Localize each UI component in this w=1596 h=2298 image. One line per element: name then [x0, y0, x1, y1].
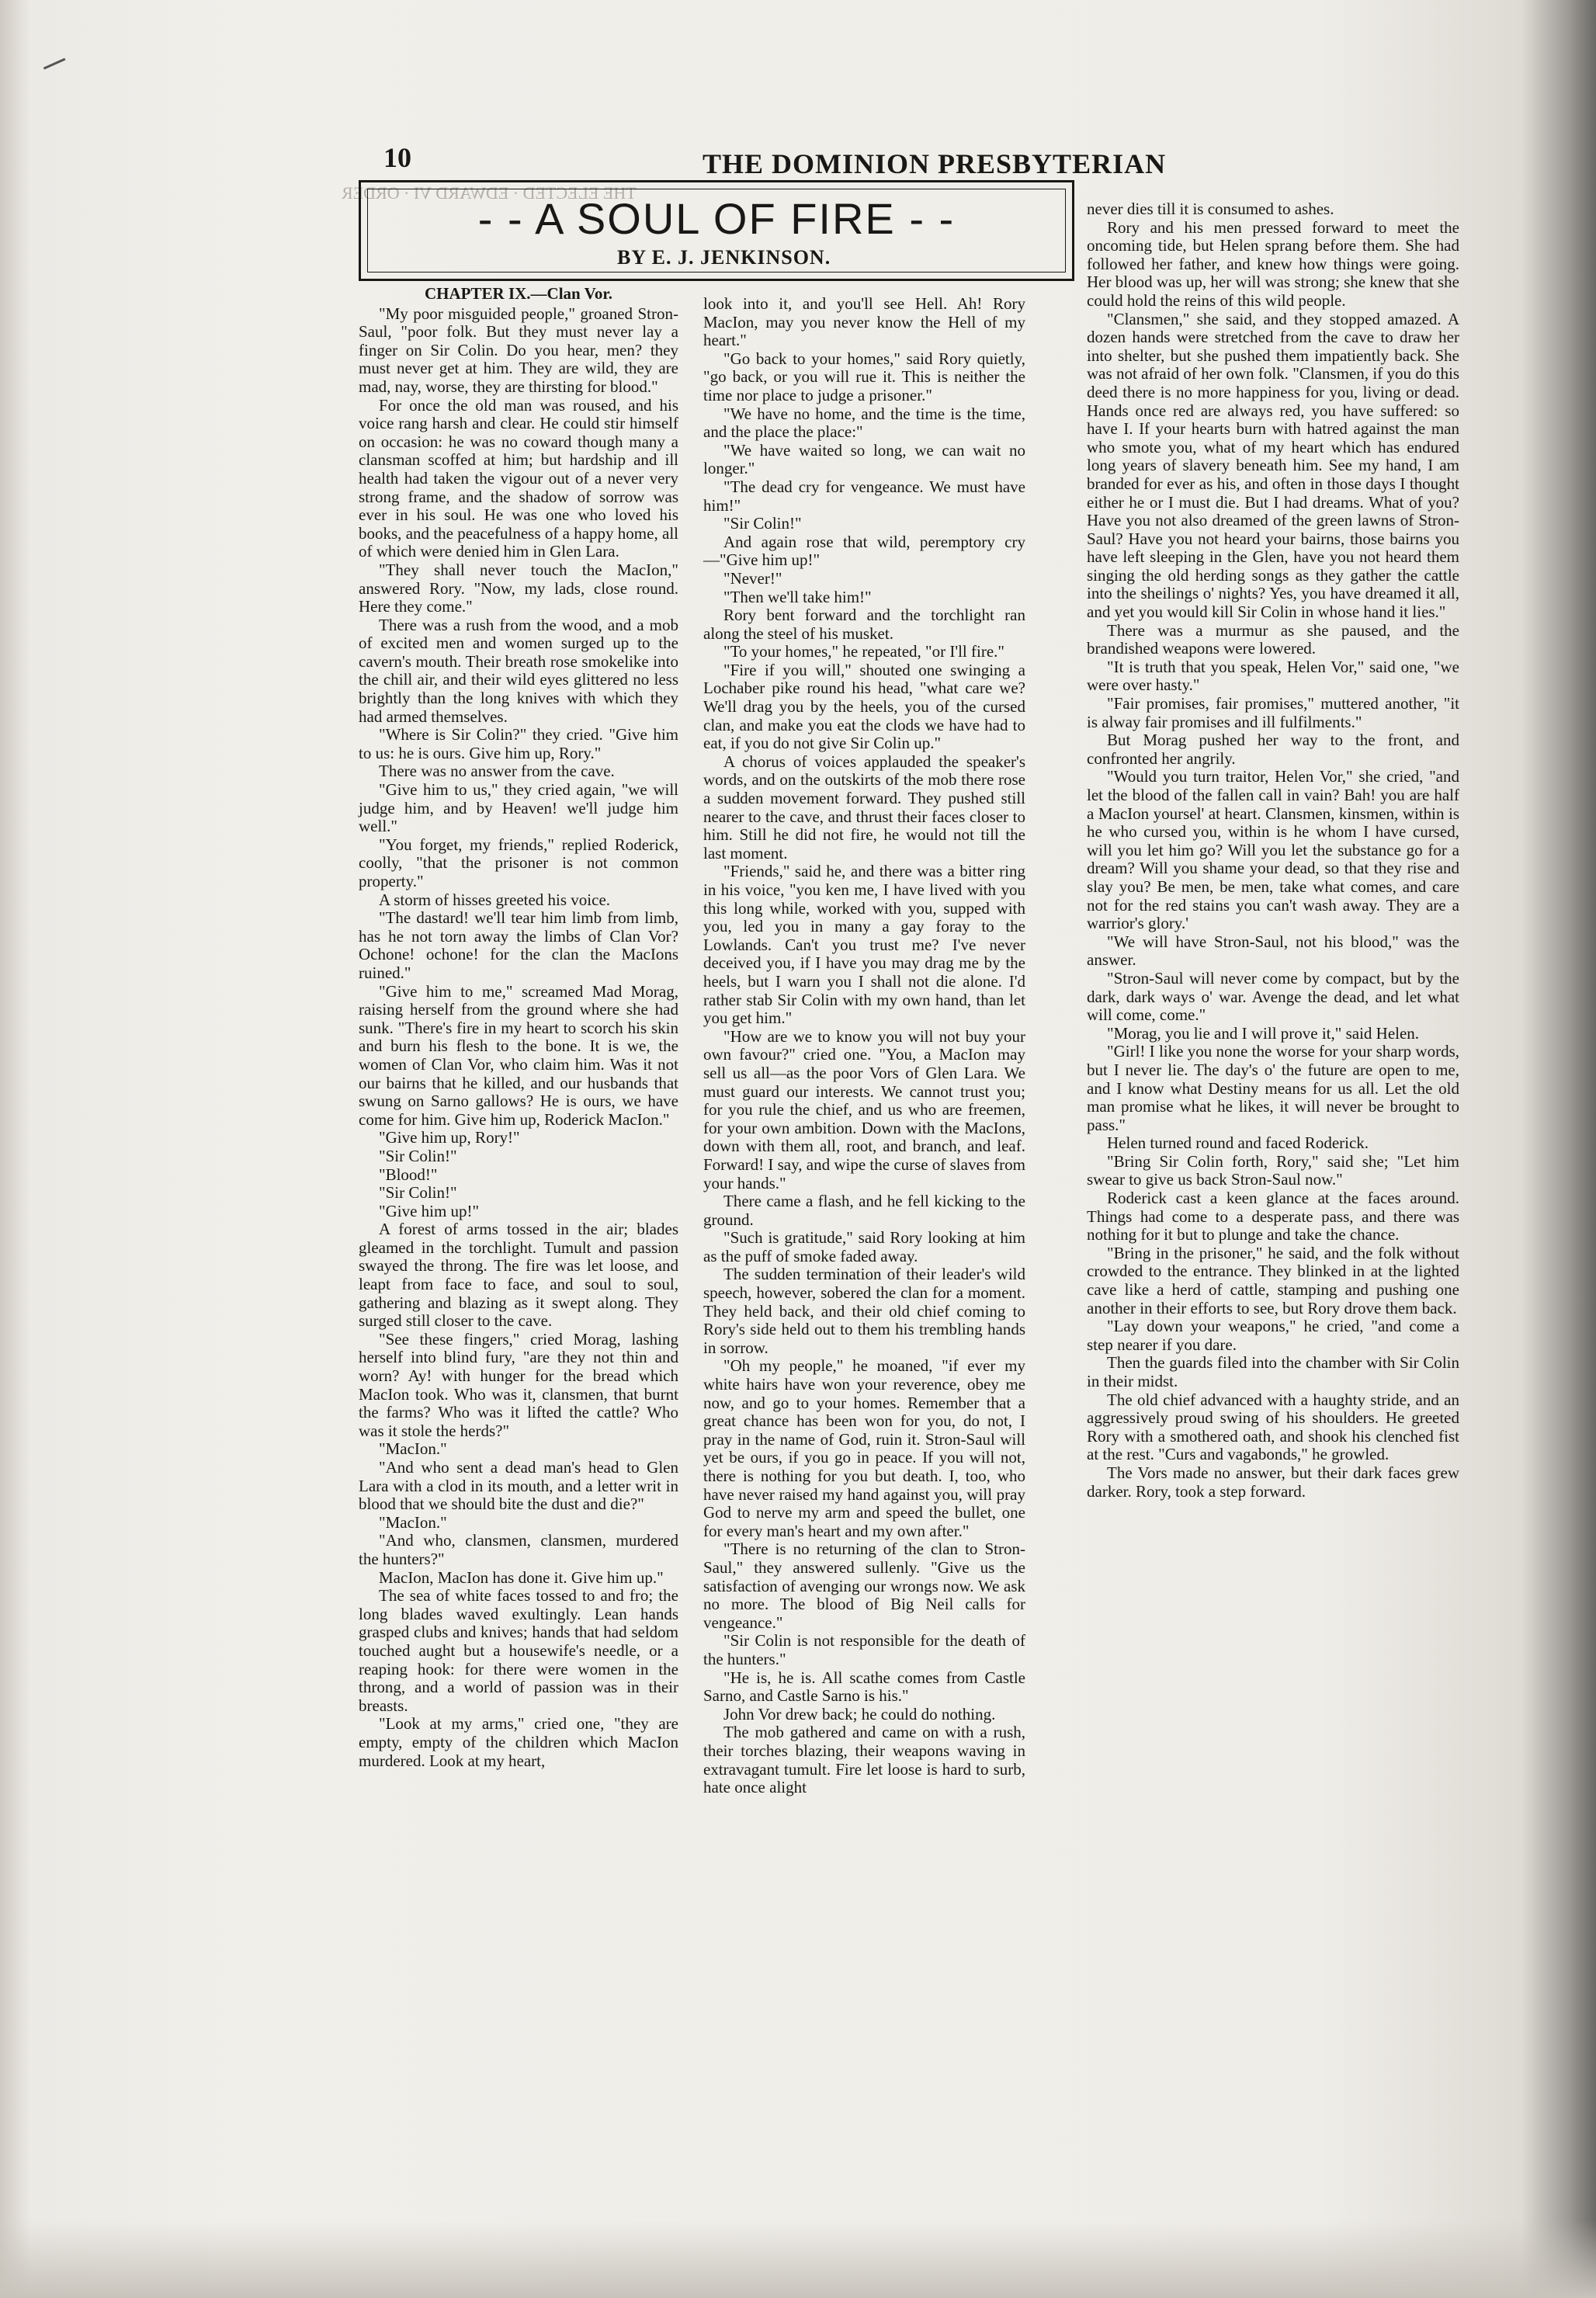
paragraph: There came a flash, and he fell kicking to the ground.: [703, 1192, 1025, 1229]
paragraph: "My poor misguided people," groaned Stron-Saul, "poor folk. But they must never lay a finger on Sir Colin. Do you hear, men? they must never get at him. They are wild, they are mad, nay, worse, they are thirsting for blood.": [359, 304, 678, 396]
paragraph: But Morag pushed her way to the front, and confronted her angrily.: [1087, 731, 1459, 768]
paragraph: "We have no home, and the time is the time, and the place the place:": [703, 404, 1025, 442]
paragraph: "See these fingers," cried Morag, lashing herself into blind fury, "are they not thin and worn? Ay! with hunger for the bread which MacIon took. Who was it, clansmen, that burnt the farms? Who was it lifted the cattle? Who was it stole the herds?": [359, 1329, 678, 1440]
paragraph: "Blood!": [379, 1165, 438, 1184]
chapter-heading: CHAPTER IX.—Clan Vor.: [425, 284, 612, 303]
paragraph: "Fire if you will," shouted one swinging a Lochaber pike round his head, "what care we? We'll drag you by the heels, you of the cursed clan, and make you eat the clods we have had to eat, if you do not give Sir Colin up.": [703, 660, 1025, 753]
paragraph: "Sir Colin!": [379, 1183, 457, 1203]
paragraph: "Where is Sir Colin?" they cried. "Give him to us: he is ours. Give him up, Rory.": [359, 725, 678, 762]
paragraph: "Give him to us," they cried again, "we will judge him, and by Heaven! we'll judge him well.": [359, 780, 678, 836]
paragraph: "You forget, my friends," replied Roderick, coolly, "that the prisoner is not common property.": [359, 835, 678, 890]
paragraph: The sea of white faces tossed to and fro; the long blades waved exultingly. Lean hands grasped clubs and knives; hands that had seldom touched aught but a housewife's needle, or a reaping hook: for there were women in the throng, and a world of passion was in their breasts.: [359, 1586, 678, 1715]
paragraph: "Fair promises, fair promises," muttered another, "it is alway fair promises and ill fulfilments.": [1087, 694, 1459, 731]
paragraph: "Sir Colin!": [379, 1146, 457, 1165]
paragraph: For once the old man was roused, and his voice rang harsh and clear. He could stir himself on occasion: he was no coward though many a clansman scoffed at him; but hardship and ill health had taken the vigour out of a never very strong frame, and the shadow of sorrow was ever in his soul. He was one who loved his books, and the peacefulness of a happy home, all of which were denied him in Glen Lara.: [359, 395, 678, 561]
story-title: - - A SOUL OF FIRE - -: [477, 194, 956, 243]
paragraph: Roderick cast a keen glance at the faces around. Things had come to a desperate pass, and there was nothing for it but to plunge and take the chance.: [1087, 1189, 1459, 1244]
paragraph: The sudden termination of their leader's wild speech, however, sobered the clan for a moment. They held back, and their old chief coming to Rory's side held out to them his trembling hands in sorrow.: [703, 1265, 1025, 1357]
paragraph: The Vors made no answer, but their dark faces grew darker. Rory, took a step forward.: [1087, 1463, 1459, 1501]
paragraph: "We have waited so long, we can wait no longer.": [703, 440, 1025, 478]
column-2: [703, 295, 1025, 1797]
paragraph: "And who sent a dead man's head to Glen Lara with a clod in its mouth, and a letter writ in blood that we should bite the dust and die?": [359, 1458, 678, 1514]
paragraph: "Clansmen," she said, and they stopped amazed. A dozen hands were stretched from the cave to draw her into shelter, but she pushed them impatiently back. She was not afraid of her own folk. "Clansmen, if you do this deed there is no more happiness for you, living or dead. Hands once red are always red, you have suffered: so have I. If your hearts burn with hatred against the man who smote you, what of my heart which has endured long years of slavery beneath him. See my hand, I am branded for ever as his, and often in those days I thought either he or I must die. But I had dreams. What of you? Have you not also dreamed of the green lawns of Stron-Saul? Have you not heard your bairns, those bairns you have left sleeping in the Glen, have you not heard them singing the old herding songs as they gather the cattle into the sheilings o' nights? Yes, you have dreamed it all, and yet you would kill Sir Colin in whose hand it lies.": [1087, 309, 1459, 622]
paragraph: Rory and his men pressed forward to meet the oncoming tide, but Helen sprang before them. She had followed her father, and knew how things were going. Her blood was up, her will was strong; she knew that she could hold the reins of this wild people.: [1087, 217, 1459, 310]
paragraph: "MacIon.": [379, 1439, 447, 1459]
paragraph: "They shall never touch the MacIon," answered Rory. "Now, my lads, close round. Here they come.": [359, 560, 678, 616]
column-3: [1087, 200, 1459, 1501]
paragraph: There was a murmur as she paused, and the brandished weapons were lowered.: [1087, 620, 1459, 658]
paragraph: "Never!": [723, 568, 782, 588]
paragraph: "Such is gratitude," said Rory looking at him as the puff of smoke faded away.: [703, 1228, 1025, 1265]
paragraph: And again rose that wild, peremptory cry—"Give him up!": [703, 532, 1025, 570]
paragraph: Rory bent forward and the torchlight ran along the steel of his musket.: [703, 606, 1025, 643]
paragraph: Then the guards filed into the chamber with Sir Colin in their midst.: [1087, 1353, 1459, 1390]
paragraph: "Stron-Saul will never come by compact, but by the dark, dark ways o' war. Avenge the dead, and let what will come, come.": [1087, 968, 1459, 1025]
paragraph: MacIon, MacIon has done it. Give him up.": [379, 1567, 664, 1587]
paragraph: "Give him up, Rory!": [379, 1128, 520, 1147]
paragraph: "He is, he is. All scathe comes from Castle Sarno, and Castle Sarno is his.": [703, 1668, 1025, 1706]
paragraph: "The dead cry for vengeance. We must have him!": [703, 477, 1025, 515]
paragraph: "Girl! I like you none the worse for your sharp words, but I never lie. The day's o' the future are open to me, and I know what Destiny means for us all. Let the old man promise what he likes, it will never be brought to pass.": [1087, 1042, 1459, 1134]
story-title-box: [359, 180, 1074, 281]
paragraph: "Give him up!": [379, 1201, 480, 1220]
paragraph: never dies till it is consumed to ashes.: [1087, 200, 1334, 218]
paragraph: "How are we to know you will not buy your own favour?" cried one. "You, a MacIon may sell us all—as the poor Vors of Glen Lara. We must guard our interests. We cannot trust you; for you rule the chief, and us who are freemen, for your own ambition. Down with the MacIons, down with them all, root, and branch, and leaf. Forward! I say, and wipe the curse of slaves from your hands.": [703, 1026, 1026, 1192]
paragraph: look into it, and you'll see Hell. Ah! Rory MacIon, may you never know the Hell of my heart.": [703, 294, 1025, 350]
paragraph: A chorus of voices applauded the speaker's words, and on the outskirts of the mob there rose a sudden movement forward. They pushed still nearer to the cave, and thrust their faces closer to him. Still he did not fire, he would not till the last moment.: [703, 752, 1025, 863]
paragraph: "Go back to your homes," said Rory quietly, "go back, or you will rue it. This is neither the time nor place to judge a prisoner.": [703, 349, 1025, 404]
paragraph: "It is truth that you speak, Helen Vor," said one, "we were over hasty.": [1087, 657, 1459, 695]
paragraph: "To your homes," he repeated, "or I'll fire.": [723, 642, 1004, 661]
publication-title: THE DOMINION PRESBYTERIAN: [703, 148, 1167, 179]
paragraph: "We will have Stron-Saul, not his blood," was the answer.: [1087, 932, 1459, 970]
paragraph: "Give him to me," screamed Mad Morag, raising herself from the ground where she had sunk. "There's fire in my heart to scorch his skin and burn his flesh to the bone. It is we, the women of Clan Vor, who claim him. Was it not our bairns that he killed, and our husbands that swung on Sarno gallows? He is ours, we have come for him. Give him up, Roderick MacIon.": [359, 981, 678, 1129]
bottom-shadow: [0, 2220, 1596, 2298]
paragraph: The old chief advanced with a haughty stride, and an aggressively proud swing of his shoulders. He greeted Rory with a smothered oath, and shook his clenched fist at the rest. "Curs and vagabonds," he growled.: [1087, 1390, 1459, 1464]
column-1: [359, 285, 678, 1770]
paragraph: "Bring in the prisoner," he said, and the folk without crowded to the entrance. They blinked in at the lighted cave like a herd of cattle, stamping and pushing one another in their efforts to see, but Rory drove them back.: [1087, 1243, 1459, 1317]
paragraph: "Oh my people," he moaned, "if ever my white hairs have won your reverence, obey me now, and go to your homes. Remember that a great chance has been won for you, do not, I pray in the name of God, ruin it. Stron-Saul will yet be ours, if you go in peace. If you will not, there is nothing for you but death. I, too, who have never raised my hand against you, will pray God to nerve my arm and speed the bullet, one for every man's heart and my own after.": [703, 1356, 1025, 1540]
paragraph: "Bring Sir Colin forth, Rory," said she; "Let him swear to give us back Stron-Saul now.": [1087, 1151, 1459, 1189]
paragraph: The mob gathered and came on with a rush, their torches blazing, their weapons waving in extravagant tumult. Fire let loose is hard to surb, hate once alight: [703, 1723, 1025, 1797]
paragraph: "Look at my arms," cried one, "they are empty, empty of the children which MacIon murdered. Look at my heart,: [359, 1714, 678, 1770]
paragraph: "MacIon.": [379, 1512, 447, 1532]
paragraph: A storm of hisses greeted his voice.: [379, 890, 611, 909]
page-number: 10: [383, 142, 411, 173]
paragraph: "Would you turn traitor, Helen Vor," she cried, "and let the blood of the fallen call in vain? Bah! you are half a MacIon yoursel' at heart. Clansmen, kinsmen, within is he who cursed you, within is he whom I have cursed, will you let him go? Will you let the substance go for a dream? Will you shame your dead, so that they rise and slay you? Be men, be men, take what comes, and care not for the red stains you can't wash away. They are a warrior's glory.': [1087, 767, 1459, 933]
paragraph: "Then we'll take him!": [723, 587, 872, 606]
bleed-through-text: THE ELECTED · EDWARD VI · ORDER: [342, 183, 637, 203]
paragraph: "Lay down your weapons," he cried, "and come a step nearer if you dare.: [1087, 1317, 1459, 1354]
paragraph: "Sir Colin is not responsible for the death of the hunters.": [703, 1631, 1025, 1668]
paragraph: "Morag, you lie and I will prove it," said Helen.: [1107, 1023, 1420, 1043]
paragraph: John Vor drew back; he could do nothing.: [723, 1704, 996, 1724]
paragraph: "There is no returning of the clan to Stron-Saul," they answered sullenly. "Give us the satisfaction of avenging our wrongs now. We ask no more. The blood of Big Neil calls for vengeance.": [703, 1540, 1025, 1632]
paragraph: "Sir Colin!": [723, 514, 802, 533]
paragraph: A forest of arms tossed in the air; blades gleamed in the torchlight. Tumult and passion swayed the throng. The fire was let loose, and leapt from face to face, and soul to soul, gathering and blazing as it swept along. They surged still closer to the cave.: [359, 1220, 678, 1331]
paragraph: "The dastard! we'll tear him limb from limb, has he not torn away the limbs of Clan Vor? Ochone! ochone! for the clan the MacIons ruined.": [359, 908, 678, 982]
paragraph: "And who, clansmen, clansmen, murdered the hunters?": [359, 1531, 678, 1568]
paragraph: "Friends," said he, and there was a bitter ring in his voice, "you ken me, I have lived with you this long while, worked with you, supped with you, led you in many a gay foray to the Lowlands. Can't you trust me? I've never deceived you, if I have you may drag me by the heels, but I warn you I shall not die alone. I'd rather stab Sir Colin with my own hand, than let you get him.": [703, 862, 1025, 1028]
paragraph: There was a rush from the wood, and a mob of excited men and women surged up to the cavern's mouth. Their breath rose smokelike into the chill air, and their wild eyes glittered no less brightly than the long knives with which they had armed themselves.: [359, 615, 678, 726]
paragraph: Helen turned round and faced Roderick.: [1107, 1133, 1369, 1153]
paragraph: There was no answer from the cave.: [379, 762, 615, 781]
byline: BY E. J. JENKINSON.: [617, 246, 831, 269]
